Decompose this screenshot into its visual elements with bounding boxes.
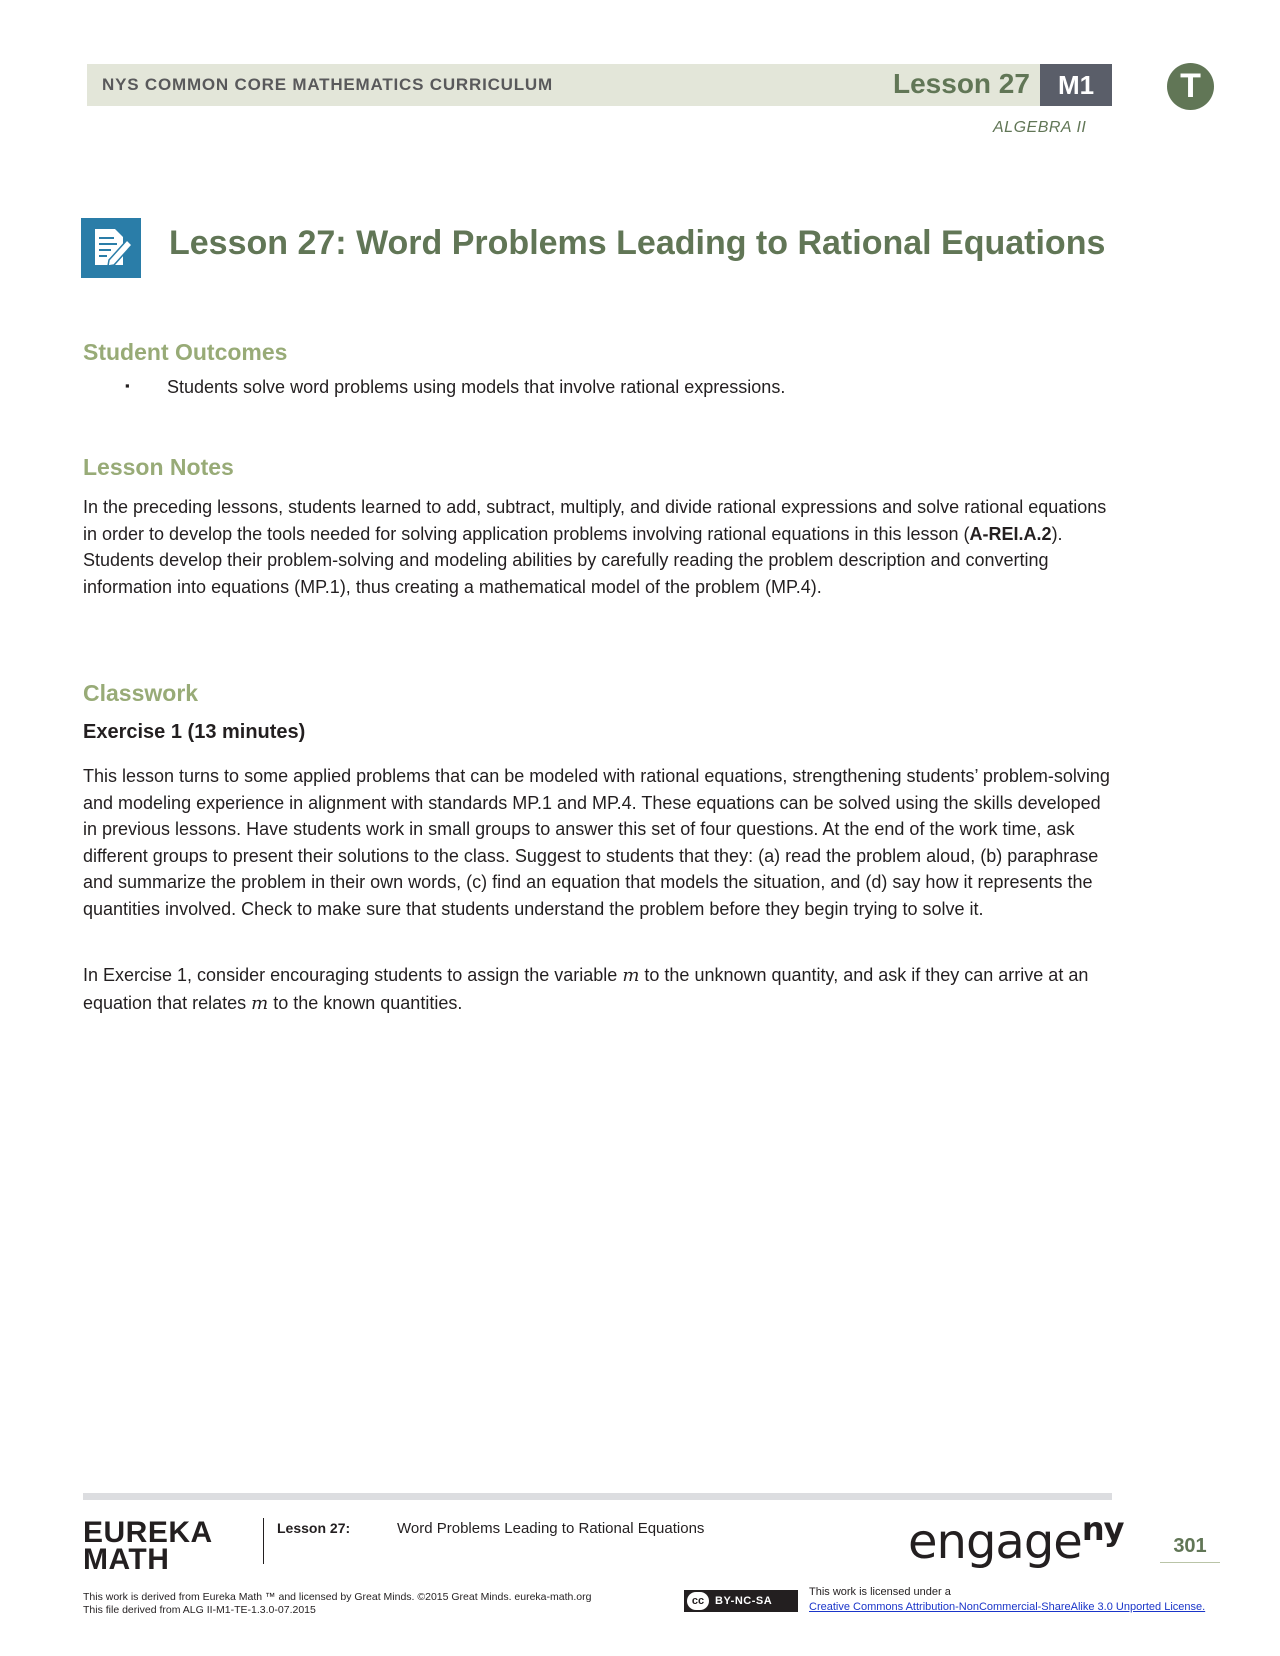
lesson-document-icon: [81, 218, 141, 278]
derived-line-2: This file derived from ALG II-M1-TE-1.3.0-07.2015: [83, 1604, 316, 1616]
engageny-logo: [908, 1510, 1123, 1570]
derived-line-1: This work is derived from Eureka Math ™ and licensed by Great Minds. ©2015 Great Minds. eureka-math.org: [83, 1591, 592, 1603]
course-label: ALGEBRA II: [993, 119, 1087, 136]
page-number: 301: [1160, 1535, 1220, 1563]
page-title: Lesson 27: Word Problems Leading to Rational Equations: [169, 224, 1106, 262]
exercise-text-1: In Exercise 1, consider encouraging students to assign the variable: [83, 965, 623, 985]
exercise-heading: Exercise 1 (13 minutes): [83, 721, 306, 743]
header-lesson: Lesson 27: [893, 68, 1030, 99]
classwork-paragraph-2: [83, 962, 1113, 1017]
cc-icon: cc: [687, 1592, 709, 1610]
license-line: This work is licensed under a: [809, 1586, 951, 1598]
footer-divider: [263, 1518, 264, 1564]
exercise-text-3: to the known quantities.: [268, 992, 463, 1013]
footer-rule: [83, 1493, 1112, 1500]
eureka-math-logo: [83, 1516, 213, 1576]
curriculum-label: NYS COMMON CORE MATHEMATICS CURRICULUM: [102, 75, 553, 94]
license-notice: [809, 1585, 1205, 1615]
engage-text: engage: [908, 1514, 1082, 1570]
derived-notice: [83, 1591, 591, 1617]
standard-code: A-REI.A.2: [969, 523, 1052, 544]
outcome-item: Students solve word problems using models that involve rational expressions.: [167, 377, 786, 397]
eureka-logo-line2: MATH: [83, 1543, 170, 1576]
classwork-paragraph-1: This lesson turns to some applied problems that can be modeled with rational equations, strengthening students’ problem-solving and modeling experience in alignment with standards MP.1 and MP.4. These equations can be solved using the skills developed in previous lessons. Have students work in small groups to answer this set of four questions. At the end of the work time, ask different groups to present their solutions to the class. Suggest to students that they: (a) read the problem aloud, (b) paraphrase and summarize the problem in their own words, (c) find an equation that models the situation, and (d) say how it represents the quantities involved. Check to make sure that students understand the problem before they begin trying to solve it.: [83, 766, 1110, 919]
lesson-notes-text-1: In the preceding lessons, students learned to add, subtract, multiply, and divide rational expressions and solve rational equations in order to develop the tools needed for solving application problems involving rational equations in this lesson (: [83, 497, 1107, 544]
exercise-text-2: to the unknown quantity, and ask if they can arrive at an equation that relates: [83, 965, 1089, 1013]
lesson-notes-paragraph: [83, 494, 1113, 600]
variable-m-2: m: [251, 992, 269, 1014]
teacher-icon: T: [1167, 63, 1214, 110]
lesson-notes-text-2: ). Students develop their problem-solving and modeling abilities by carefully reading the problem description and converting information into equations (MP.1), thus creating a mathematical model of the problem (MP.4).: [83, 523, 1063, 597]
variable-m: m: [622, 965, 640, 986]
module-badge: M1: [1040, 64, 1112, 106]
footer-lesson-label: Lesson 27:: [277, 1520, 351, 1536]
classwork-heading: Classwork: [83, 680, 199, 706]
lesson-notes-heading: Lesson Notes: [83, 454, 234, 480]
license-link[interactable]: Creative Commons Attribution-NonCommercial-ShareAlike 3.0 Unported License.: [809, 1601, 1206, 1613]
ny-superscript: ny: [1081, 1510, 1124, 1548]
bullet-icon: ▪: [125, 378, 130, 393]
cc-license-badge: [684, 1590, 798, 1612]
cc-badge-text: BY-NC-SA: [715, 1595, 773, 1607]
eureka-logo-line1: EUREKA: [83, 1516, 213, 1549]
student-outcomes-heading: Student Outcomes: [83, 339, 288, 365]
footer-lesson-title: Word Problems Leading to Rational Equations: [397, 1520, 705, 1537]
